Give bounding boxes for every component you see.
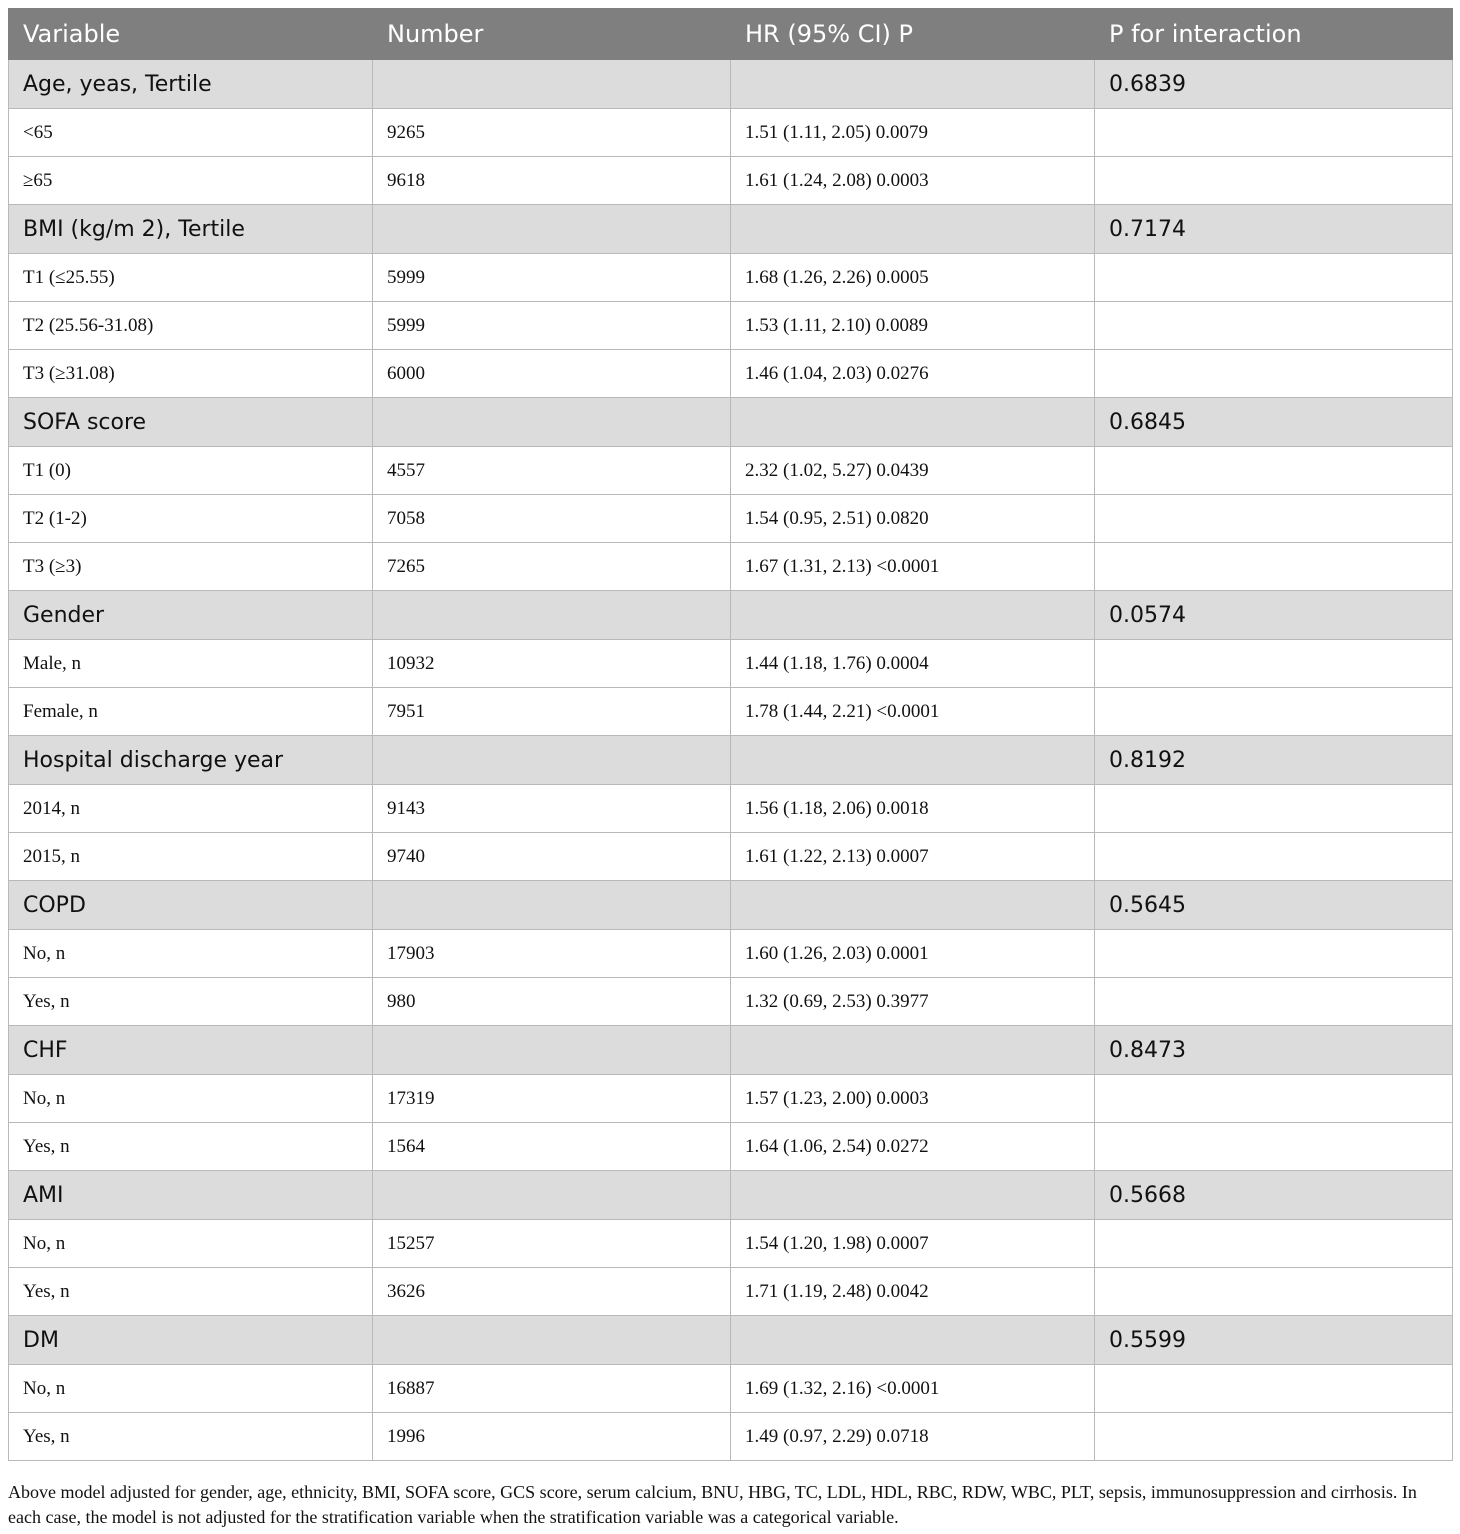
group-p-interaction: 0.5599 <box>1095 1316 1453 1365</box>
row-variable: <65 <box>9 109 373 157</box>
row-hr-ci-p: 1.56 (1.18, 2.06) 0.0018 <box>731 785 1095 833</box>
group-number-cell <box>373 60 731 109</box>
group-row <box>9 1316 1453 1365</box>
row-number: 4557 <box>373 447 731 495</box>
group-p-interaction: 0.0574 <box>1095 591 1453 640</box>
row-p-interaction-empty <box>1095 109 1453 157</box>
row-p-interaction-empty <box>1095 833 1453 881</box>
row-hr-ci-p: 1.49 (0.97, 2.29) 0.0718 <box>731 1413 1095 1461</box>
group-label: Gender <box>9 591 373 640</box>
row-number: 1996 <box>373 1413 731 1461</box>
table-row <box>9 833 1453 881</box>
row-number: 980 <box>373 978 731 1026</box>
group-number-cell <box>373 1316 731 1365</box>
row-variable: Yes, n <box>9 1413 373 1461</box>
row-hr-ci-p: 1.44 (1.18, 1.76) 0.0004 <box>731 640 1095 688</box>
group-label: CHF <box>9 1026 373 1075</box>
row-hr-ci-p: 1.51 (1.11, 2.05) 0.0079 <box>731 109 1095 157</box>
group-label: AMI <box>9 1171 373 1220</box>
subgroup-table-container <box>8 8 1452 1461</box>
row-hr-ci-p: 1.54 (0.95, 2.51) 0.0820 <box>731 495 1095 543</box>
row-p-interaction-empty <box>1095 1220 1453 1268</box>
group-hr-cell <box>731 736 1095 785</box>
group-p-interaction: 0.7174 <box>1095 205 1453 254</box>
row-number: 9740 <box>373 833 731 881</box>
table-body <box>9 60 1453 1461</box>
group-row <box>9 205 1453 254</box>
group-hr-cell <box>731 591 1095 640</box>
row-hr-ci-p: 1.53 (1.11, 2.10) 0.0089 <box>731 302 1095 350</box>
row-p-interaction-empty <box>1095 1413 1453 1461</box>
row-variable: T3 (≥31.08) <box>9 350 373 398</box>
table-row <box>9 978 1453 1026</box>
group-hr-cell <box>731 881 1095 930</box>
row-variable: No, n <box>9 1220 373 1268</box>
group-p-interaction: 0.6839 <box>1095 60 1453 109</box>
table-row <box>9 1123 1453 1171</box>
group-hr-cell <box>731 205 1095 254</box>
group-number-cell <box>373 1171 731 1220</box>
row-p-interaction-empty <box>1095 1268 1453 1316</box>
row-number: 7951 <box>373 688 731 736</box>
row-variable: 2014, n <box>9 785 373 833</box>
row-hr-ci-p: 1.67 (1.31, 2.13) <0.0001 <box>731 543 1095 591</box>
header-p-interaction: P for interaction <box>1095 9 1453 60</box>
group-row <box>9 736 1453 785</box>
group-row <box>9 1026 1453 1075</box>
group-label: SOFA score <box>9 398 373 447</box>
row-p-interaction-empty <box>1095 640 1453 688</box>
table-row <box>9 640 1453 688</box>
row-number: 16887 <box>373 1365 731 1413</box>
header-number: Number <box>373 9 731 60</box>
table-row <box>9 688 1453 736</box>
row-p-interaction-empty <box>1095 254 1453 302</box>
row-p-interaction-empty <box>1095 302 1453 350</box>
group-number-cell <box>373 1026 731 1075</box>
row-number: 6000 <box>373 350 731 398</box>
row-p-interaction-empty <box>1095 1123 1453 1171</box>
table-row <box>9 930 1453 978</box>
row-number: 1564 <box>373 1123 731 1171</box>
row-number: 17319 <box>373 1075 731 1123</box>
table-row <box>9 109 1453 157</box>
row-p-interaction-empty <box>1095 785 1453 833</box>
group-number-cell <box>373 881 731 930</box>
row-hr-ci-p: 1.69 (1.32, 2.16) <0.0001 <box>731 1365 1095 1413</box>
row-hr-ci-p: 1.32 (0.69, 2.53) 0.3977 <box>731 978 1095 1026</box>
row-number: 9143 <box>373 785 731 833</box>
table-row <box>9 350 1453 398</box>
row-variable: Yes, n <box>9 978 373 1026</box>
group-p-interaction: 0.8192 <box>1095 736 1453 785</box>
row-p-interaction-empty <box>1095 1075 1453 1123</box>
row-p-interaction-empty <box>1095 688 1453 736</box>
row-hr-ci-p: 1.61 (1.24, 2.08) 0.0003 <box>731 157 1095 205</box>
group-label: BMI (kg/m 2), Tertile <box>9 205 373 254</box>
row-variable: T2 (1-2) <box>9 495 373 543</box>
table-row <box>9 447 1453 495</box>
row-hr-ci-p: 1.60 (1.26, 2.03) 0.0001 <box>731 930 1095 978</box>
row-p-interaction-empty <box>1095 978 1453 1026</box>
table-header <box>9 9 1453 60</box>
row-p-interaction-empty <box>1095 543 1453 591</box>
row-variable: Female, n <box>9 688 373 736</box>
group-hr-cell <box>731 1316 1095 1365</box>
group-number-cell <box>373 591 731 640</box>
row-number: 10932 <box>373 640 731 688</box>
row-hr-ci-p: 1.78 (1.44, 2.21) <0.0001 <box>731 688 1095 736</box>
row-variable: Yes, n <box>9 1268 373 1316</box>
row-number: 7265 <box>373 543 731 591</box>
table-row <box>9 157 1453 205</box>
row-number: 9265 <box>373 109 731 157</box>
row-variable: Male, n <box>9 640 373 688</box>
group-label: Hospital discharge year <box>9 736 373 785</box>
table-row <box>9 785 1453 833</box>
row-variable: T2 (25.56-31.08) <box>9 302 373 350</box>
row-p-interaction-empty <box>1095 930 1453 978</box>
group-hr-cell <box>731 1026 1095 1075</box>
row-hr-ci-p: 1.54 (1.20, 1.98) 0.0007 <box>731 1220 1095 1268</box>
group-label: DM <box>9 1316 373 1365</box>
row-number: 9618 <box>373 157 731 205</box>
subgroup-analysis-table <box>8 8 1453 1461</box>
table-row <box>9 302 1453 350</box>
table-row <box>9 543 1453 591</box>
row-number: 5999 <box>373 254 731 302</box>
table-footnote: Above model adjusted for gender, age, ethnicity, BMI, SOFA score, GCS score, serum calcium, BNU, HBG, TC, LDL, HDL, RBC, RDW, WBC, PLT, sepsis, immunosuppression and cirrhosis. In each case, the model is not adjusted for the stratification variable when the stratification variable was a categorical variable. <box>8 1482 1417 1527</box>
row-variable: No, n <box>9 1075 373 1123</box>
row-hr-ci-p: 1.46 (1.04, 2.03) 0.0276 <box>731 350 1095 398</box>
group-row <box>9 881 1453 930</box>
row-number: 17903 <box>373 930 731 978</box>
group-hr-cell <box>731 60 1095 109</box>
row-variable: No, n <box>9 930 373 978</box>
row-hr-ci-p: 2.32 (1.02, 5.27) 0.0439 <box>731 447 1095 495</box>
group-row <box>9 591 1453 640</box>
row-p-interaction-empty <box>1095 495 1453 543</box>
row-variable: T3 (≥3) <box>9 543 373 591</box>
row-p-interaction-empty <box>1095 447 1453 495</box>
header-variable: Variable <box>9 9 373 60</box>
group-hr-cell <box>731 1171 1095 1220</box>
header-row <box>9 9 1453 60</box>
row-variable: Yes, n <box>9 1123 373 1171</box>
header-hr-ci-p: HR (95% CI) P <box>731 9 1095 60</box>
group-hr-cell <box>731 398 1095 447</box>
row-hr-ci-p: 1.61 (1.22, 2.13) 0.0007 <box>731 833 1095 881</box>
table-row <box>9 254 1453 302</box>
table-row <box>9 1413 1453 1461</box>
table-row <box>9 495 1453 543</box>
group-p-interaction: 0.5668 <box>1095 1171 1453 1220</box>
row-hr-ci-p: 1.71 (1.19, 2.48) 0.0042 <box>731 1268 1095 1316</box>
group-row <box>9 60 1453 109</box>
row-variable: 2015, n <box>9 833 373 881</box>
group-p-interaction: 0.6845 <box>1095 398 1453 447</box>
group-number-cell <box>373 205 731 254</box>
row-p-interaction-empty <box>1095 1365 1453 1413</box>
row-number: 15257 <box>373 1220 731 1268</box>
row-number: 3626 <box>373 1268 731 1316</box>
row-variable: ≥65 <box>9 157 373 205</box>
group-label: COPD <box>9 881 373 930</box>
row-hr-ci-p: 1.57 (1.23, 2.00) 0.0003 <box>731 1075 1095 1123</box>
row-number: 5999 <box>373 302 731 350</box>
group-row <box>9 398 1453 447</box>
group-number-cell <box>373 736 731 785</box>
group-p-interaction: 0.5645 <box>1095 881 1453 930</box>
row-hr-ci-p: 1.64 (1.06, 2.54) 0.0272 <box>731 1123 1095 1171</box>
table-row <box>9 1365 1453 1413</box>
row-p-interaction-empty <box>1095 350 1453 398</box>
table-row <box>9 1220 1453 1268</box>
row-variable: No, n <box>9 1365 373 1413</box>
row-variable: T1 (0) <box>9 447 373 495</box>
group-number-cell <box>373 398 731 447</box>
row-variable: T1 (≤25.55) <box>9 254 373 302</box>
table-row <box>9 1075 1453 1123</box>
table-row <box>9 1268 1453 1316</box>
row-hr-ci-p: 1.68 (1.26, 2.26) 0.0005 <box>731 254 1095 302</box>
group-row <box>9 1171 1453 1220</box>
group-p-interaction: 0.8473 <box>1095 1026 1453 1075</box>
row-number: 7058 <box>373 495 731 543</box>
group-label: Age, yeas, Tertile <box>9 60 373 109</box>
row-p-interaction-empty <box>1095 157 1453 205</box>
